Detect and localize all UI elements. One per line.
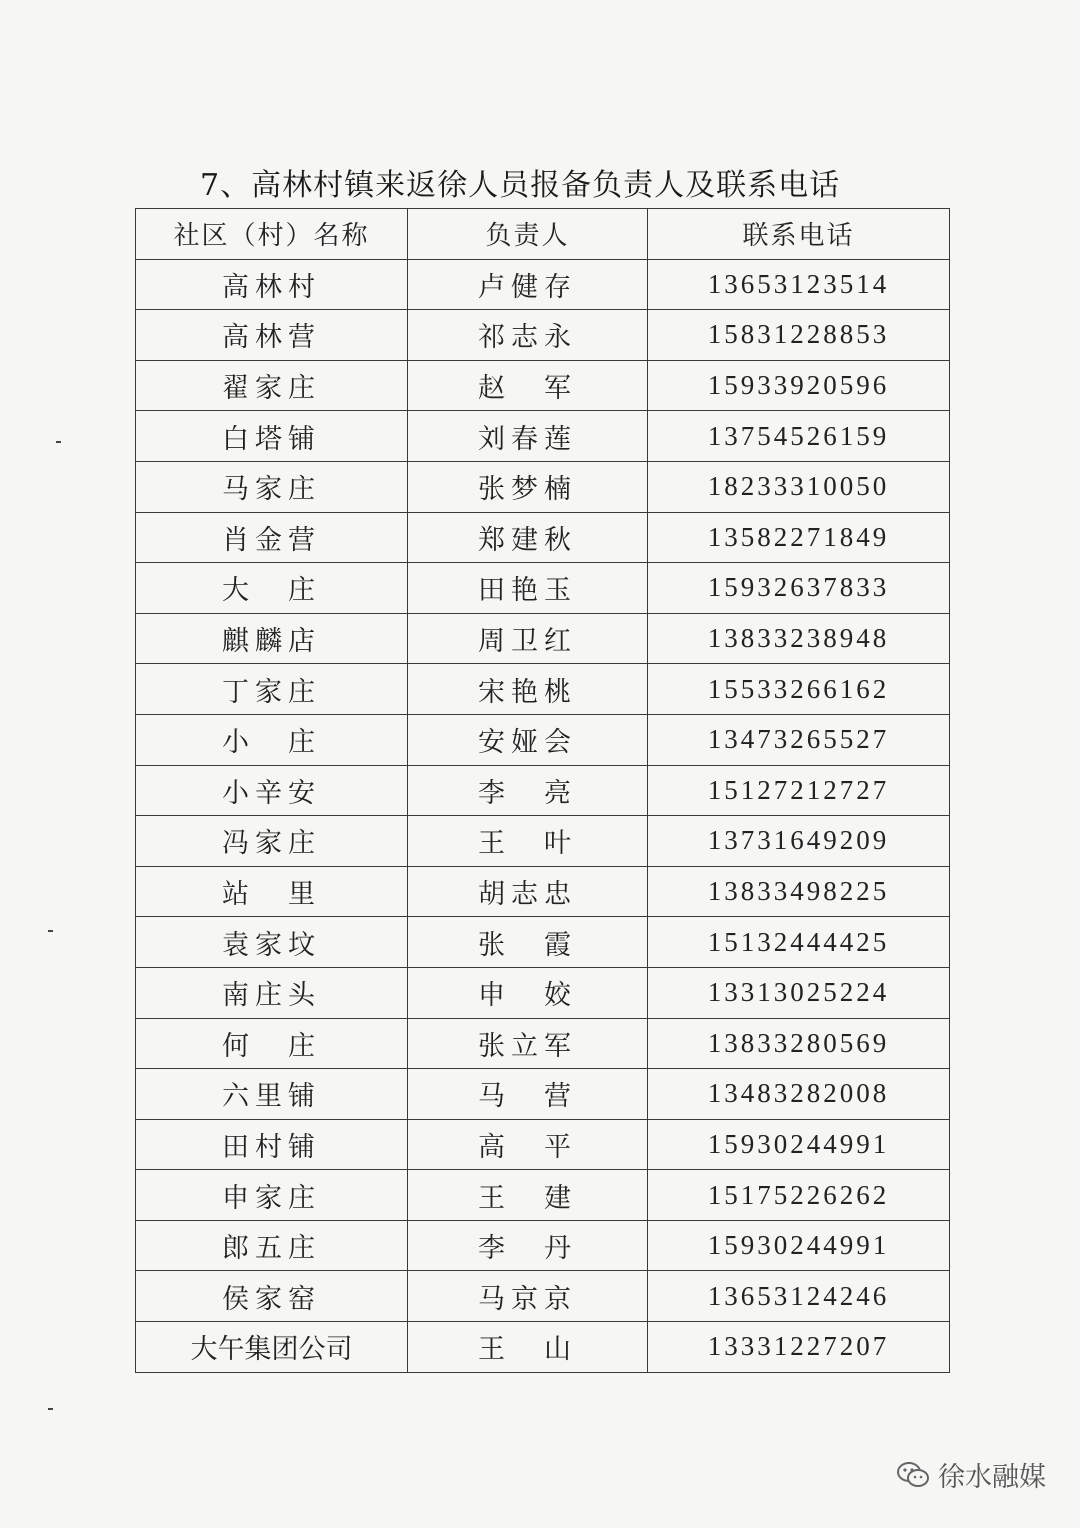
phone-number: 13833238948 bbox=[648, 613, 950, 664]
table-row bbox=[136, 1322, 950, 1373]
person-name: 安娅会 bbox=[408, 714, 648, 765]
phone-number: 18233310050 bbox=[648, 461, 950, 512]
table-row bbox=[136, 714, 950, 765]
contacts-table bbox=[135, 208, 950, 1373]
person-name: 田艳玉 bbox=[408, 563, 648, 614]
phone-number: 15930244991 bbox=[648, 1119, 950, 1170]
phone-number: 15533266162 bbox=[648, 664, 950, 715]
phone-number: 15175226262 bbox=[648, 1170, 950, 1221]
village-name: 申家庄 bbox=[136, 1170, 408, 1221]
table-row bbox=[136, 360, 950, 411]
phone-number: 13653124246 bbox=[648, 1271, 950, 1322]
table-row bbox=[136, 461, 950, 512]
person-name: 卢健存 bbox=[408, 259, 648, 310]
person-name: 高 平 bbox=[408, 1119, 648, 1170]
phone-number: 13833280569 bbox=[648, 1018, 950, 1069]
village-name: 袁家坟 bbox=[136, 917, 408, 968]
phone-number: 15831228853 bbox=[648, 310, 950, 361]
person-name: 王 叶 bbox=[408, 816, 648, 867]
table-row bbox=[136, 613, 950, 664]
person-name: 郑建秋 bbox=[408, 512, 648, 563]
table-row bbox=[136, 1069, 950, 1120]
village-name: 高林营 bbox=[136, 310, 408, 361]
table-row bbox=[136, 1018, 950, 1069]
village-name: 马家庄 bbox=[136, 461, 408, 512]
village-name: 小 庄 bbox=[136, 714, 408, 765]
person-name: 刘春莲 bbox=[408, 411, 648, 462]
scan-speck bbox=[56, 441, 61, 443]
phone-number: 13754526159 bbox=[648, 411, 950, 462]
phone-number: 15127212727 bbox=[648, 765, 950, 816]
phone-number: 13582271849 bbox=[648, 512, 950, 563]
header-phone: 联系电话 bbox=[648, 209, 950, 260]
watermark-text: 徐水融媒 bbox=[938, 1462, 1046, 1493]
wechat-icon bbox=[896, 1460, 930, 1490]
village-name: 郎五庄 bbox=[136, 1220, 408, 1271]
phone-number: 13833498225 bbox=[648, 866, 950, 917]
person-name: 张梦楠 bbox=[408, 461, 648, 512]
phone-number: 13731649209 bbox=[648, 816, 950, 867]
table-row bbox=[136, 1119, 950, 1170]
village-name: 田村铺 bbox=[136, 1119, 408, 1170]
person-name: 申 姣 bbox=[408, 967, 648, 1018]
village-name: 小辛安 bbox=[136, 765, 408, 816]
village-name: 何 庄 bbox=[136, 1018, 408, 1069]
village-name: 南庄头 bbox=[136, 967, 408, 1018]
table-row bbox=[136, 512, 950, 563]
table-row bbox=[136, 917, 950, 968]
table-row bbox=[136, 563, 950, 614]
village-name: 肖金营 bbox=[136, 512, 408, 563]
village-name: 丁家庄 bbox=[136, 664, 408, 715]
phone-number: 15932637833 bbox=[648, 563, 950, 614]
table-row bbox=[136, 259, 950, 310]
table-row bbox=[136, 816, 950, 867]
table-row bbox=[136, 411, 950, 462]
header-person: 负责人 bbox=[408, 209, 648, 260]
person-name: 赵 军 bbox=[408, 360, 648, 411]
village-name: 大 庄 bbox=[136, 563, 408, 614]
phone-number: 13331227207 bbox=[648, 1322, 950, 1373]
phone-number: 15132444425 bbox=[648, 917, 950, 968]
village-name: 站 里 bbox=[136, 866, 408, 917]
table-header-row bbox=[136, 209, 950, 260]
village-name: 六里铺 bbox=[136, 1069, 408, 1120]
person-name: 胡志忠 bbox=[408, 866, 648, 917]
phone-number: 13483282008 bbox=[648, 1069, 950, 1120]
phone-number: 15930244991 bbox=[648, 1220, 950, 1271]
scan-speck bbox=[48, 1408, 53, 1410]
person-name: 马京京 bbox=[408, 1271, 648, 1322]
village-name: 高林村 bbox=[136, 259, 408, 310]
table-row bbox=[136, 1271, 950, 1322]
table-row bbox=[136, 1220, 950, 1271]
table-row bbox=[136, 1170, 950, 1221]
table-row bbox=[136, 310, 950, 361]
village-name: 白塔铺 bbox=[136, 411, 408, 462]
village-name: 冯家庄 bbox=[136, 816, 408, 867]
village-name: 大午集团公司 bbox=[136, 1322, 408, 1373]
person-name: 王 建 bbox=[408, 1170, 648, 1221]
header-village: 社区（村）名称 bbox=[136, 209, 408, 260]
table-row bbox=[136, 866, 950, 917]
village-name: 麒麟店 bbox=[136, 613, 408, 664]
person-name: 宋艳桃 bbox=[408, 664, 648, 715]
person-name: 张 霞 bbox=[408, 917, 648, 968]
person-name: 祁志永 bbox=[408, 310, 648, 361]
watermark bbox=[896, 1455, 1046, 1494]
phone-number: 13313025224 bbox=[648, 967, 950, 1018]
person-name: 周卫红 bbox=[408, 613, 648, 664]
person-name: 李 丹 bbox=[408, 1220, 648, 1271]
table-row bbox=[136, 967, 950, 1018]
scan-speck bbox=[48, 930, 53, 932]
phone-number: 15933920596 bbox=[648, 360, 950, 411]
document-title: 7、高林村镇来返徐人员报备负责人及联系电话 bbox=[200, 168, 841, 203]
table-row bbox=[136, 664, 950, 715]
table-row bbox=[136, 765, 950, 816]
village-name: 侯家窑 bbox=[136, 1271, 408, 1322]
village-name: 翟家庄 bbox=[136, 360, 408, 411]
phone-number: 13473265527 bbox=[648, 714, 950, 765]
person-name: 马 营 bbox=[408, 1069, 648, 1120]
person-name: 王 山 bbox=[408, 1322, 648, 1373]
person-name: 李 亮 bbox=[408, 765, 648, 816]
person-name: 张立军 bbox=[408, 1018, 648, 1069]
phone-number: 13653123514 bbox=[648, 259, 950, 310]
